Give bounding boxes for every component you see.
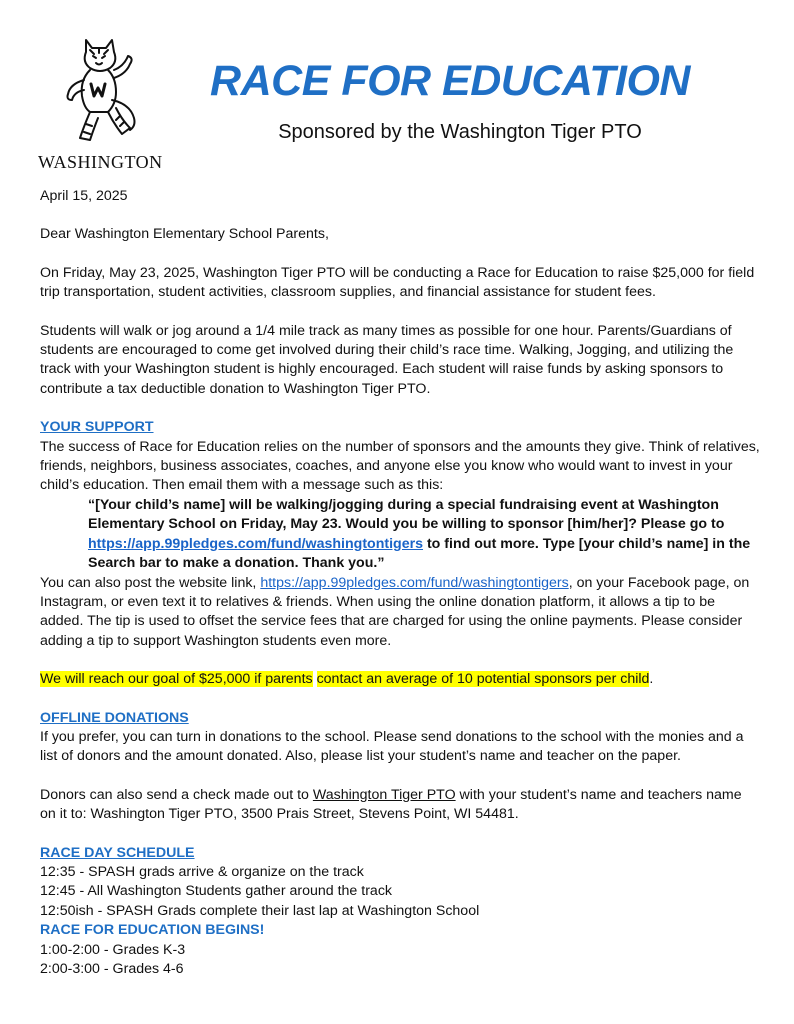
tiger-mascot-icon [60, 34, 142, 152]
goal-statement [40, 670, 760, 689]
pledge-link-quote[interactable]: https://app.99pledges.com/fund/washingtontigers [88, 535, 424, 552]
check-text-start: Donors can also send a check made out to [40, 786, 313, 803]
goal-highlight-2: contact an average of 10 potential sponsors per child [316, 671, 650, 688]
schedule-item: 12:45 - All Washington Students gather around the track [40, 883, 393, 900]
support-intro-paragraph: The success of Race for Education relies on the number of sponsors and the amounts they give. Think of relatives, friends, neighbors, business associates, coaches, and anyone else you know who would want to invest in your child’s education. Then email them with a message such as this: [40, 438, 760, 494]
offline-paragraph: If you prefer, you can turn in donations to the school. Please send donations to the school with the monies and a list of donors and the amount donated. Also, please list your student’s name and teacher on the paper. [40, 728, 744, 765]
page-title: RACE FOR EDUCATION [210, 57, 690, 105]
share-text-end: , on your Facebook page, on Instagram, or even text it to relatives & friends. When using the online donation platform, it allows a tip to be added. The tip is used to offset the service fees that are charged for using the online payments. Please consider adding a tip to support Washington students even more. [40, 574, 750, 649]
schedule-item: 12:50ish - SPASH Grads complete their last lap at Washington School [40, 902, 480, 919]
letter-body [40, 187, 760, 979]
grade-slot: 1:00-2:00 - Grades K-3 [40, 941, 186, 958]
race-begins-heading: RACE FOR EDUCATION BEGINS! [40, 922, 265, 939]
schedule-heading: RACE DAY SCHEDULE [40, 844, 195, 861]
grade-slot: 2:00-3:00 - Grades 4-6 [40, 961, 184, 977]
offline-heading: OFFLINE DONATIONS [40, 709, 189, 726]
intro-paragraph: On Friday, May 23, 2025, Washington Tiger PTO will be conducting a Race for Education to raise $25,000 for field trip transportation, student activities, classroom supplies, and financial assistance for student fees. [40, 264, 755, 301]
logo-wordmark: WASHINGTON [38, 152, 163, 172]
letter-greeting: Dear Washington Elementary School Parents, [40, 226, 329, 243]
quote-text-start: “[Your child’s name] will be walking/jogging during a special fundraising event at Washington Elementary School on Friday, May 23. Would you be willing to sponsor [him/her]? Please go to [88, 496, 725, 533]
washington-tiger-logo [38, 34, 164, 174]
schedule-item: 12:35 - SPASH grads arrive & organize on the track [40, 863, 364, 880]
goal-highlight-1: We will reach our goal of $25,000 if parents [40, 671, 313, 688]
pledge-link-share[interactable]: https://app.99pledges.com/fund/washingtontigers [260, 574, 569, 591]
quote-text-end: to find out more. Type [your child’s name] in the Search bar to make a donation. Thank you.” [88, 535, 751, 572]
share-link-paragraph [40, 574, 760, 652]
check-text-end: with your student’s name and teachers name on it to: Washington Tiger PTO, 3500 Prais Street, Stevens Point, WI 54481. [40, 786, 742, 823]
page-subtitle: Sponsored by the Washington Tiger PTO [278, 121, 642, 143]
share-text-start: You can also post the website link, [40, 574, 261, 591]
support-heading: YOUR SUPPORT [40, 419, 154, 436]
race-details-paragraph: Students will walk or jog around a 1/4 mile track as many times as possible for one hour. Parents/Guardians of students are encouraged to come get involved during their child’s race time. Walking, Jogging, and utilizing the track with your Washington student is highly encouraged. Each student will raise funds by asking sponsors to contribute a tax deductible donation to Washington Tiger PTO. [40, 322, 734, 397]
check-paragraph [40, 786, 760, 825]
goal-end: . [649, 671, 654, 688]
sample-message-quote [88, 496, 760, 574]
letter-date: April 15, 2025 [40, 188, 128, 204]
check-payee: Washington Tiger PTO [312, 786, 456, 803]
